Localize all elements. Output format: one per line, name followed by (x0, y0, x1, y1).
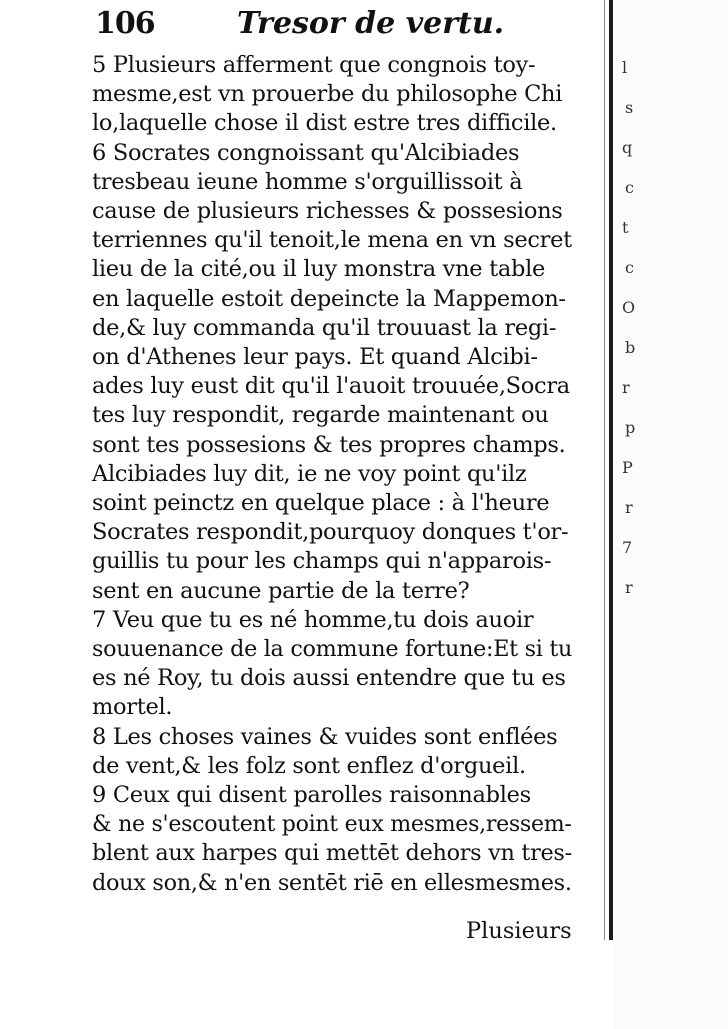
text-line: tresbeau ieune homme s'orguillissoit à (92, 168, 523, 195)
facing-page-letter: p (625, 418, 636, 437)
text-line: souuenance de la commune fortune:Et si tu (92, 636, 573, 662)
facing-page-letter: q (622, 138, 633, 157)
facing-page-letter: s (625, 98, 634, 117)
text-line: mortel. (92, 694, 173, 721)
text-line: 7 Veu que tu es né homme,tu dois auoir (92, 606, 534, 633)
text-line: es né Roy, tu dois aussi entendre que tu es (92, 665, 566, 692)
text-line: 8 Les choses vaines & vuides sont enflées (92, 723, 558, 750)
facing-page-letter: r (622, 378, 630, 397)
page-number: 106 (95, 6, 155, 41)
text-line: cause de plusieurs richesses & possesions (92, 198, 563, 224)
facing-page-letter: c (625, 178, 634, 197)
facing-page-letter: 7 (622, 538, 633, 557)
text-line: on d'Athenes leur pays. Et quand Alcibi- (92, 344, 538, 370)
facing-page-letter: r (625, 498, 633, 517)
text-line: 6 Socrates congnoissant qu'Alcibiades (92, 139, 520, 166)
text-line: de,& luy commanda qu'il trouuast la regi- (92, 314, 557, 341)
facing-page-letter: c (625, 258, 634, 277)
text-line: terriennes qu'il tenoit,le mena en vn secret (92, 227, 572, 254)
text-line: Socrates respondit,pourquoy donques t'or- (92, 519, 569, 546)
text-line: sent en aucune partie de la terre? (92, 577, 470, 604)
facing-page-letter: t (622, 218, 629, 237)
facing-page-letter: l (622, 58, 628, 77)
text-line: 5 Plusieurs afferment que congnois toy- (92, 52, 536, 78)
page-gutter-line (604, 0, 605, 940)
text-line: sont tes possesions & tes propres champs. (92, 431, 566, 458)
text-line: blent aux harpes qui mettēt dehors vn tres- (92, 840, 572, 867)
text-line: lo,laquelle chose il dist estre tres difficile. (92, 110, 557, 137)
facing-page-letter: P (622, 458, 633, 477)
text-line: 9 Ceux qui disent parolles raisonnables (92, 782, 531, 808)
text-line: tes luy respondit, regarde maintenant ou (92, 402, 549, 429)
catchword: Plusieurs (466, 918, 572, 944)
text-line: guillis tu pour les champs qui n'apparois- (92, 548, 552, 575)
facing-page-letter: O (622, 298, 636, 317)
text-line: de vent,& les folz sont enflez d'orgueil. (92, 752, 526, 779)
text-line: en laquelle estoit depeincte la Mappemon- (92, 285, 566, 312)
text-line: lieu de la cité,ou il luy monstra vne table (92, 256, 545, 283)
text-line: mesme,est vn prouerbe du philosophe Chi (92, 81, 563, 108)
text-line: ades luy eust dit qu'il l'auoit trouuée,Socra (92, 373, 570, 400)
text-line: soint peinctz en quelque place : à l'heure (92, 490, 550, 516)
page-gutter-shadow (609, 0, 613, 940)
facing-page-letter: r (625, 578, 633, 597)
text-line: doux son,& n'en sentēt riē en ellesmesmes. (92, 869, 572, 896)
running-title: Tresor de vertu. (237, 6, 505, 41)
text-line: Alcibiades luy dit, ie ne voy point qu'ilz (92, 460, 527, 487)
facing-page-letter: b (625, 338, 636, 357)
page-header (95, 6, 595, 40)
text-line: & ne s'escoutent point eux mesmes,ressem- (92, 811, 572, 838)
